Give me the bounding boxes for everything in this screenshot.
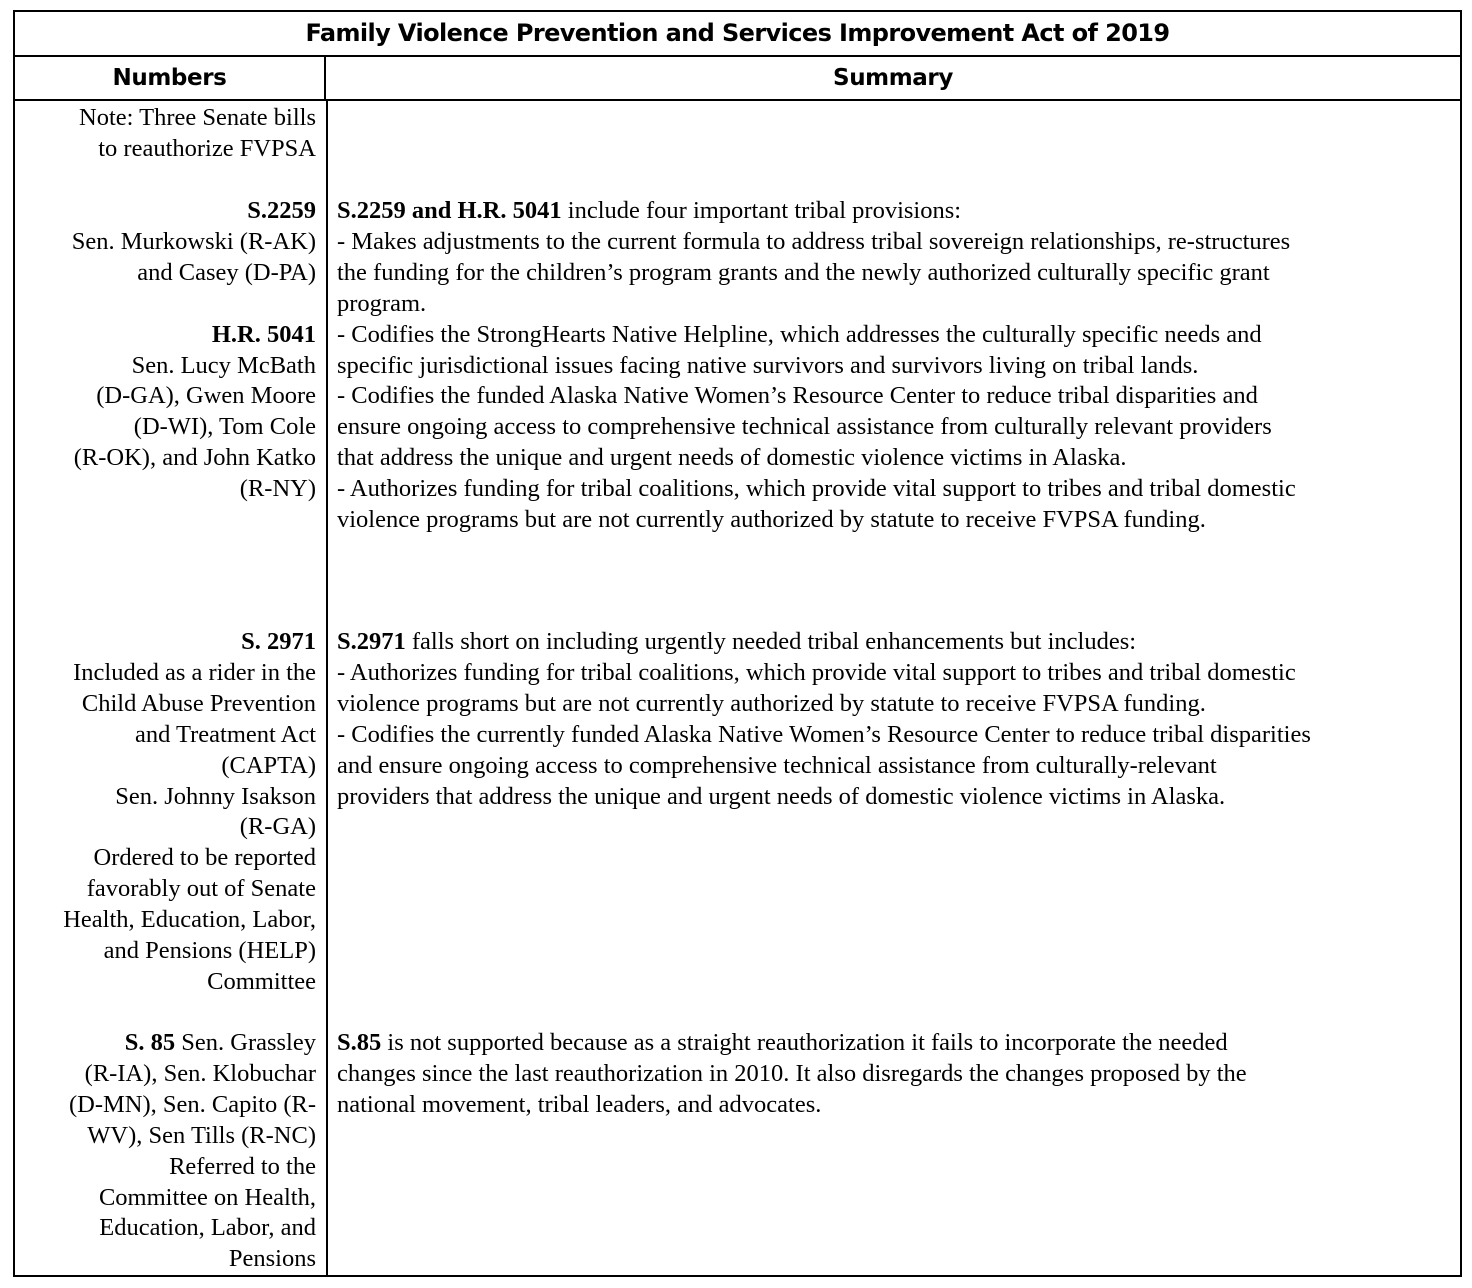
sponsor-line: Child Abuse Prevention bbox=[81, 689, 316, 717]
sponsor-line: (R-IA), Sen. Klobuchar bbox=[84, 1059, 316, 1087]
summary-line: violence programs but are not currently authorized by statute to receive FVPSA funding. bbox=[337, 506, 1206, 534]
bill-number: H.R. 5041 bbox=[211, 320, 316, 348]
summary-line: and ensure ongoing access to comprehensive technical assistance from culturally-relevant bbox=[337, 751, 1217, 779]
sponsor-line: Sen. Lucy McBath bbox=[131, 351, 316, 379]
sponsor-line: favorably out of Senate bbox=[86, 875, 316, 903]
bill-number: S. 85 bbox=[124, 1029, 176, 1056]
sponsor-line: (CAPTA) bbox=[221, 751, 316, 779]
row1-numbers-cell bbox=[72, 196, 316, 505]
summary-lead-bold: S.85 bbox=[337, 1029, 382, 1056]
bills-table bbox=[13, 10, 1462, 1277]
summary-column-header: Summary bbox=[833, 65, 953, 91]
sponsor-line: (D-MN), Sen. Capito (R- bbox=[68, 1090, 316, 1118]
table-title: Family Violence Prevention and Services Improvement Act of 2019 bbox=[15, 12, 1460, 57]
sponsor-line: Sen. Johnny Isakson bbox=[115, 782, 316, 810]
summary-line: - Codifies the currently funded Alaska Native Women’s Resource Center to reduce tribal disparities bbox=[337, 720, 1311, 748]
sponsor-line: and Pensions (HELP) bbox=[103, 937, 316, 965]
summary-line: specific jurisdictional issues facing native survivors and survivors living on tribal lands. bbox=[337, 351, 1199, 379]
table-body bbox=[15, 99, 1460, 1275]
sponsor-line: (D-WI), Tom Cole bbox=[133, 413, 316, 441]
row3-summary-cell bbox=[337, 1028, 1247, 1121]
summary-lead-rest: include four important tribal provisions: bbox=[561, 197, 962, 224]
summary-lead-bold: S.2259 and H.R. 5041 bbox=[337, 197, 562, 224]
summary-lead-rest: is not supported because as a straight reauthorization it fails to incorporate the needed bbox=[381, 1029, 1228, 1056]
summary-lead-bold: S.2971 bbox=[337, 628, 406, 655]
row3-numbers-cell bbox=[69, 1028, 316, 1275]
sponsor-line: Education, Labor, and bbox=[99, 1214, 316, 1242]
sponsor-line: (R-OK), and John Katko bbox=[73, 444, 316, 472]
summary-line: national movement, tribal leaders, and advocates. bbox=[337, 1090, 822, 1118]
sponsor-line: Pensions bbox=[228, 1245, 316, 1273]
summary-lead bbox=[337, 627, 1311, 658]
bill-number: S. 2971 bbox=[241, 628, 316, 655]
summary-line: program. bbox=[337, 289, 427, 317]
summary-lead bbox=[337, 1028, 1247, 1059]
sponsor-line: (R-NY) bbox=[239, 475, 316, 503]
summary-line: changes since the last reauthorization in 2010. It also disregards the changes proposed by the bbox=[337, 1059, 1247, 1087]
sponsor-line: Health, Education, Labor, bbox=[63, 906, 316, 934]
bill-first-line bbox=[69, 1028, 316, 1059]
summary-line: - Authorizes funding for tribal coalitions, which provide vital support to tribes and tribal domestic bbox=[337, 658, 1296, 686]
summary-lead bbox=[337, 196, 1296, 227]
sponsor-line: and Treatment Act bbox=[134, 720, 316, 748]
bill-number: S.2259 bbox=[247, 197, 316, 224]
sponsor-line: Committee bbox=[207, 967, 316, 995]
sponsor-line: Referred to the bbox=[169, 1152, 316, 1180]
summary-line: violence programs but are not currently authorized by statute to receive FVPSA funding. bbox=[337, 689, 1206, 717]
sponsor-line: Committee on Health, bbox=[98, 1183, 316, 1211]
summary-line: - Codifies the StrongHearts Native Helpline, which addresses the culturally specific needs and bbox=[337, 320, 1262, 348]
row2-numbers-cell bbox=[63, 627, 316, 998]
sponsor-line: Sen. Murkowski (R-AK) bbox=[71, 227, 316, 255]
sponsor-line: (R-GA) bbox=[239, 813, 316, 841]
note-line: to reauthorize FVPSA bbox=[98, 134, 316, 162]
summary-lead-rest: falls short on including urgently needed tribal enhancements but includes: bbox=[405, 628, 1137, 655]
summary-line: providers that address the unique and urgent needs of domestic violence victims in Alaska. bbox=[337, 782, 1226, 810]
summary-line: ensure ongoing access to comprehensive technical assistance from culturally relevant providers bbox=[337, 413, 1272, 441]
summary-line: that address the unique and urgent needs of domestic violence victims in Alaska. bbox=[337, 444, 1127, 472]
note-cell bbox=[79, 103, 316, 165]
summary-line: the funding for the children’s program grants and the newly authorized culturally specific grant bbox=[337, 258, 1270, 286]
sponsor-line: Ordered to be reported bbox=[93, 844, 316, 872]
note-line: Note: Three Senate bills bbox=[79, 104, 316, 131]
numbers-column-header: Numbers bbox=[15, 57, 326, 99]
row2-summary-cell bbox=[337, 627, 1311, 812]
sponsor-line: WV), Sen Tills (R-NC) bbox=[87, 1121, 316, 1149]
sponsor-line: Included as a rider in the bbox=[73, 658, 316, 686]
row1-summary-cell bbox=[337, 196, 1296, 536]
header-row bbox=[15, 57, 1460, 101]
summary-line: - Makes adjustments to the current formula to address tribal sovereign relationships, re-structures bbox=[337, 227, 1291, 255]
column-divider bbox=[326, 99, 328, 1275]
summary-line: - Codifies the funded Alaska Native Women’s Resource Center to reduce tribal disparities and bbox=[337, 382, 1258, 410]
sponsor-line: (D-GA), Gwen Moore bbox=[96, 382, 316, 410]
sponsor-line: and Casey (D-PA) bbox=[137, 258, 316, 286]
sponsor-text: Sen. Grassley bbox=[175, 1029, 316, 1056]
summary-line: - Authorizes funding for tribal coalitions, which provide vital support to tribes and tribal domestic bbox=[337, 475, 1296, 503]
